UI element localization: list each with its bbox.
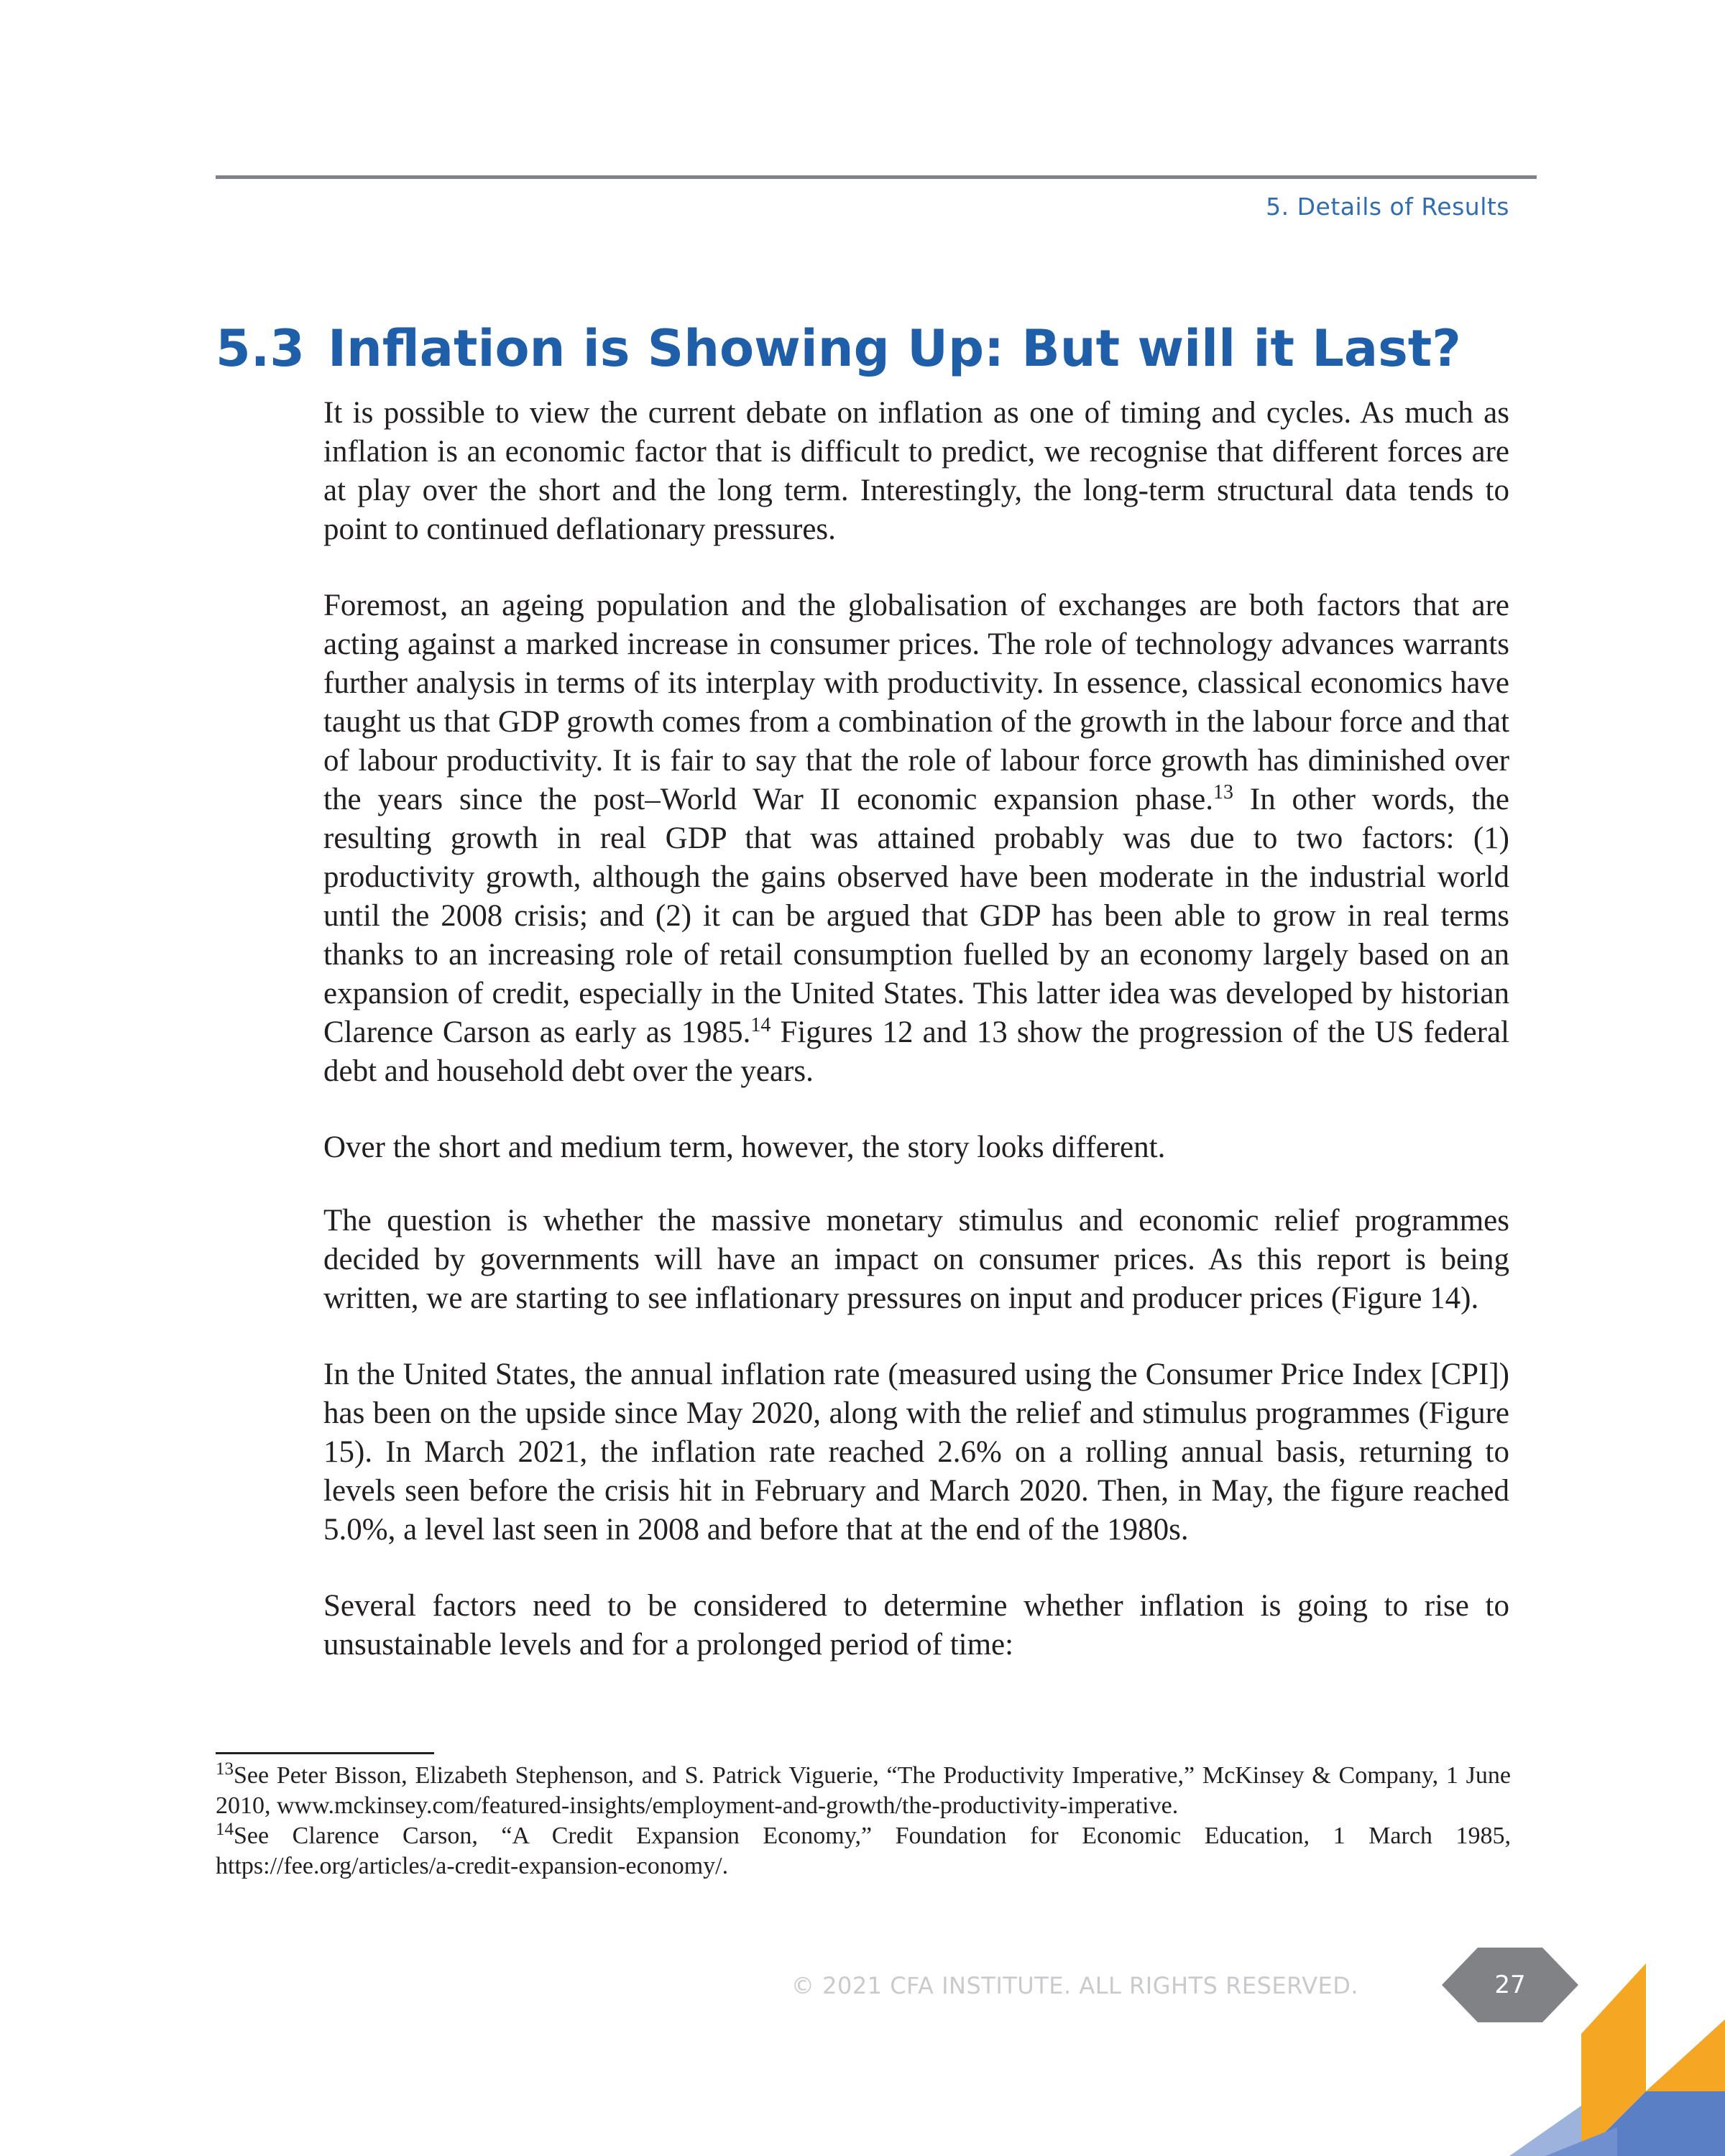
paragraph-text: Figures 12 and 13 show the progression of the US federal debt and household debt over the years. xyxy=(323,1015,1509,1088)
footnote-text: See Peter Bisson, Elizabeth Stephenson, and S. Patrick Viguerie, “The Productivity Imperative,” McKinsey & Company, 1 June 2010, www.mckinsey.com/featured-insights/employment-and-growth/the-productivity-imperative. xyxy=(216,1762,1511,1819)
corner-decoration xyxy=(1502,1955,1725,2156)
copyright-notice: © 2021 CFA INSTITUTE. ALL RIGHTS RESERVED. xyxy=(791,1972,1358,1999)
paragraph: In the United States, the annual inflation rate (measured using the Consumer Price Index [CPI]) has been on the upside since May 2020, along with the relief and stimulus programmes (Figure 15). In March 2021, the inflation rate reached 2.6% on a rolling annual basis, returning to levels seen before the crisis hit in February and March 2020. Then, in May, the figure reached 5.0%, a level last seen in 2008 and before that at the end of the 1980s. xyxy=(323,1358,1509,1547)
footnote-ref-14[interactable]: 14 xyxy=(750,1014,771,1036)
section-number: 5.3 xyxy=(216,319,305,378)
paragraph: It is possible to view the current debate on inflation as one of timing and cycles. As much as inflation is an economic factor that is difficult to predict, we recognise that different forces are at play over the short and the long term. Interestingly, the long-term structural data tends to point to continued deflationary pressures. xyxy=(323,396,1509,546)
header-rule xyxy=(216,175,1537,179)
footnote-text: See Clarence Carson, “A Credit Expansion Economy,” Foundation for Economic Education, 1 March 1985, https://fee.org/articles/a-credit-expansion-economy/. xyxy=(216,1823,1511,1879)
body-text xyxy=(323,394,1509,1702)
footnote-number: 14 xyxy=(216,1820,234,1839)
paragraph xyxy=(323,586,1509,1091)
page-number: 27 xyxy=(1494,1971,1526,1999)
paragraph-text: Foremost, an ageing population and the globalisation of exchanges are both factors that are acting against a marked increase in consumer prices. The role of technology advances warrants further analysis in terms of its interplay with productivity. In essence, classical economics have taught us that GDP growth comes from a combination of the growth in the labour force and that of labour productivity. It is fair to say that the role of labour force growth has diminished over the years since the post–World War II economic expansion phase. xyxy=(323,589,1509,816)
running-head: 5. Details of Results xyxy=(1266,193,1509,221)
paragraph-text: In other words, the resulting growth in real GDP that was attained probably was due to two factors: (1) productivity growth, although the gains observed have been moderate in the industrial world until the 2008 crisis; and (2) it can be argued that GDP has been able to grow in real terms thanks to an increasing role of retail consumption fuelled by an economy largely based on an expansion of credit, especially in the United States. This latter idea was developed by historian Clarence Carson as early as 1985. xyxy=(323,783,1510,1049)
footnote-13 xyxy=(216,1761,1511,1821)
paragraph: Several factors need to be considered to determine whether inflation is going to rise to unsustainable levels and for a prolonged period of time: xyxy=(323,1589,1509,1662)
footnotes xyxy=(216,1761,1511,1881)
footnote-rule xyxy=(216,1752,434,1754)
footnote-14 xyxy=(216,1821,1511,1881)
section-title: Inflation is Showing Up: But will it Last? xyxy=(328,319,1461,378)
footnote-number: 13 xyxy=(216,1759,234,1779)
corner-shape-orange-right xyxy=(1646,2019,1725,2091)
paragraph: Over the short and medium term, however, the story looks different. xyxy=(323,1130,1166,1164)
footnote-ref-13[interactable]: 13 xyxy=(1213,781,1234,803)
section-heading xyxy=(216,319,1461,378)
paragraph: The question is whether the massive monetary stimulus and economic relief programmes decided by governments will have an impact on consumer prices. As this report is being written, we are starting to see inflationary pressures on input and producer prices (Figure 14). xyxy=(323,1204,1509,1315)
